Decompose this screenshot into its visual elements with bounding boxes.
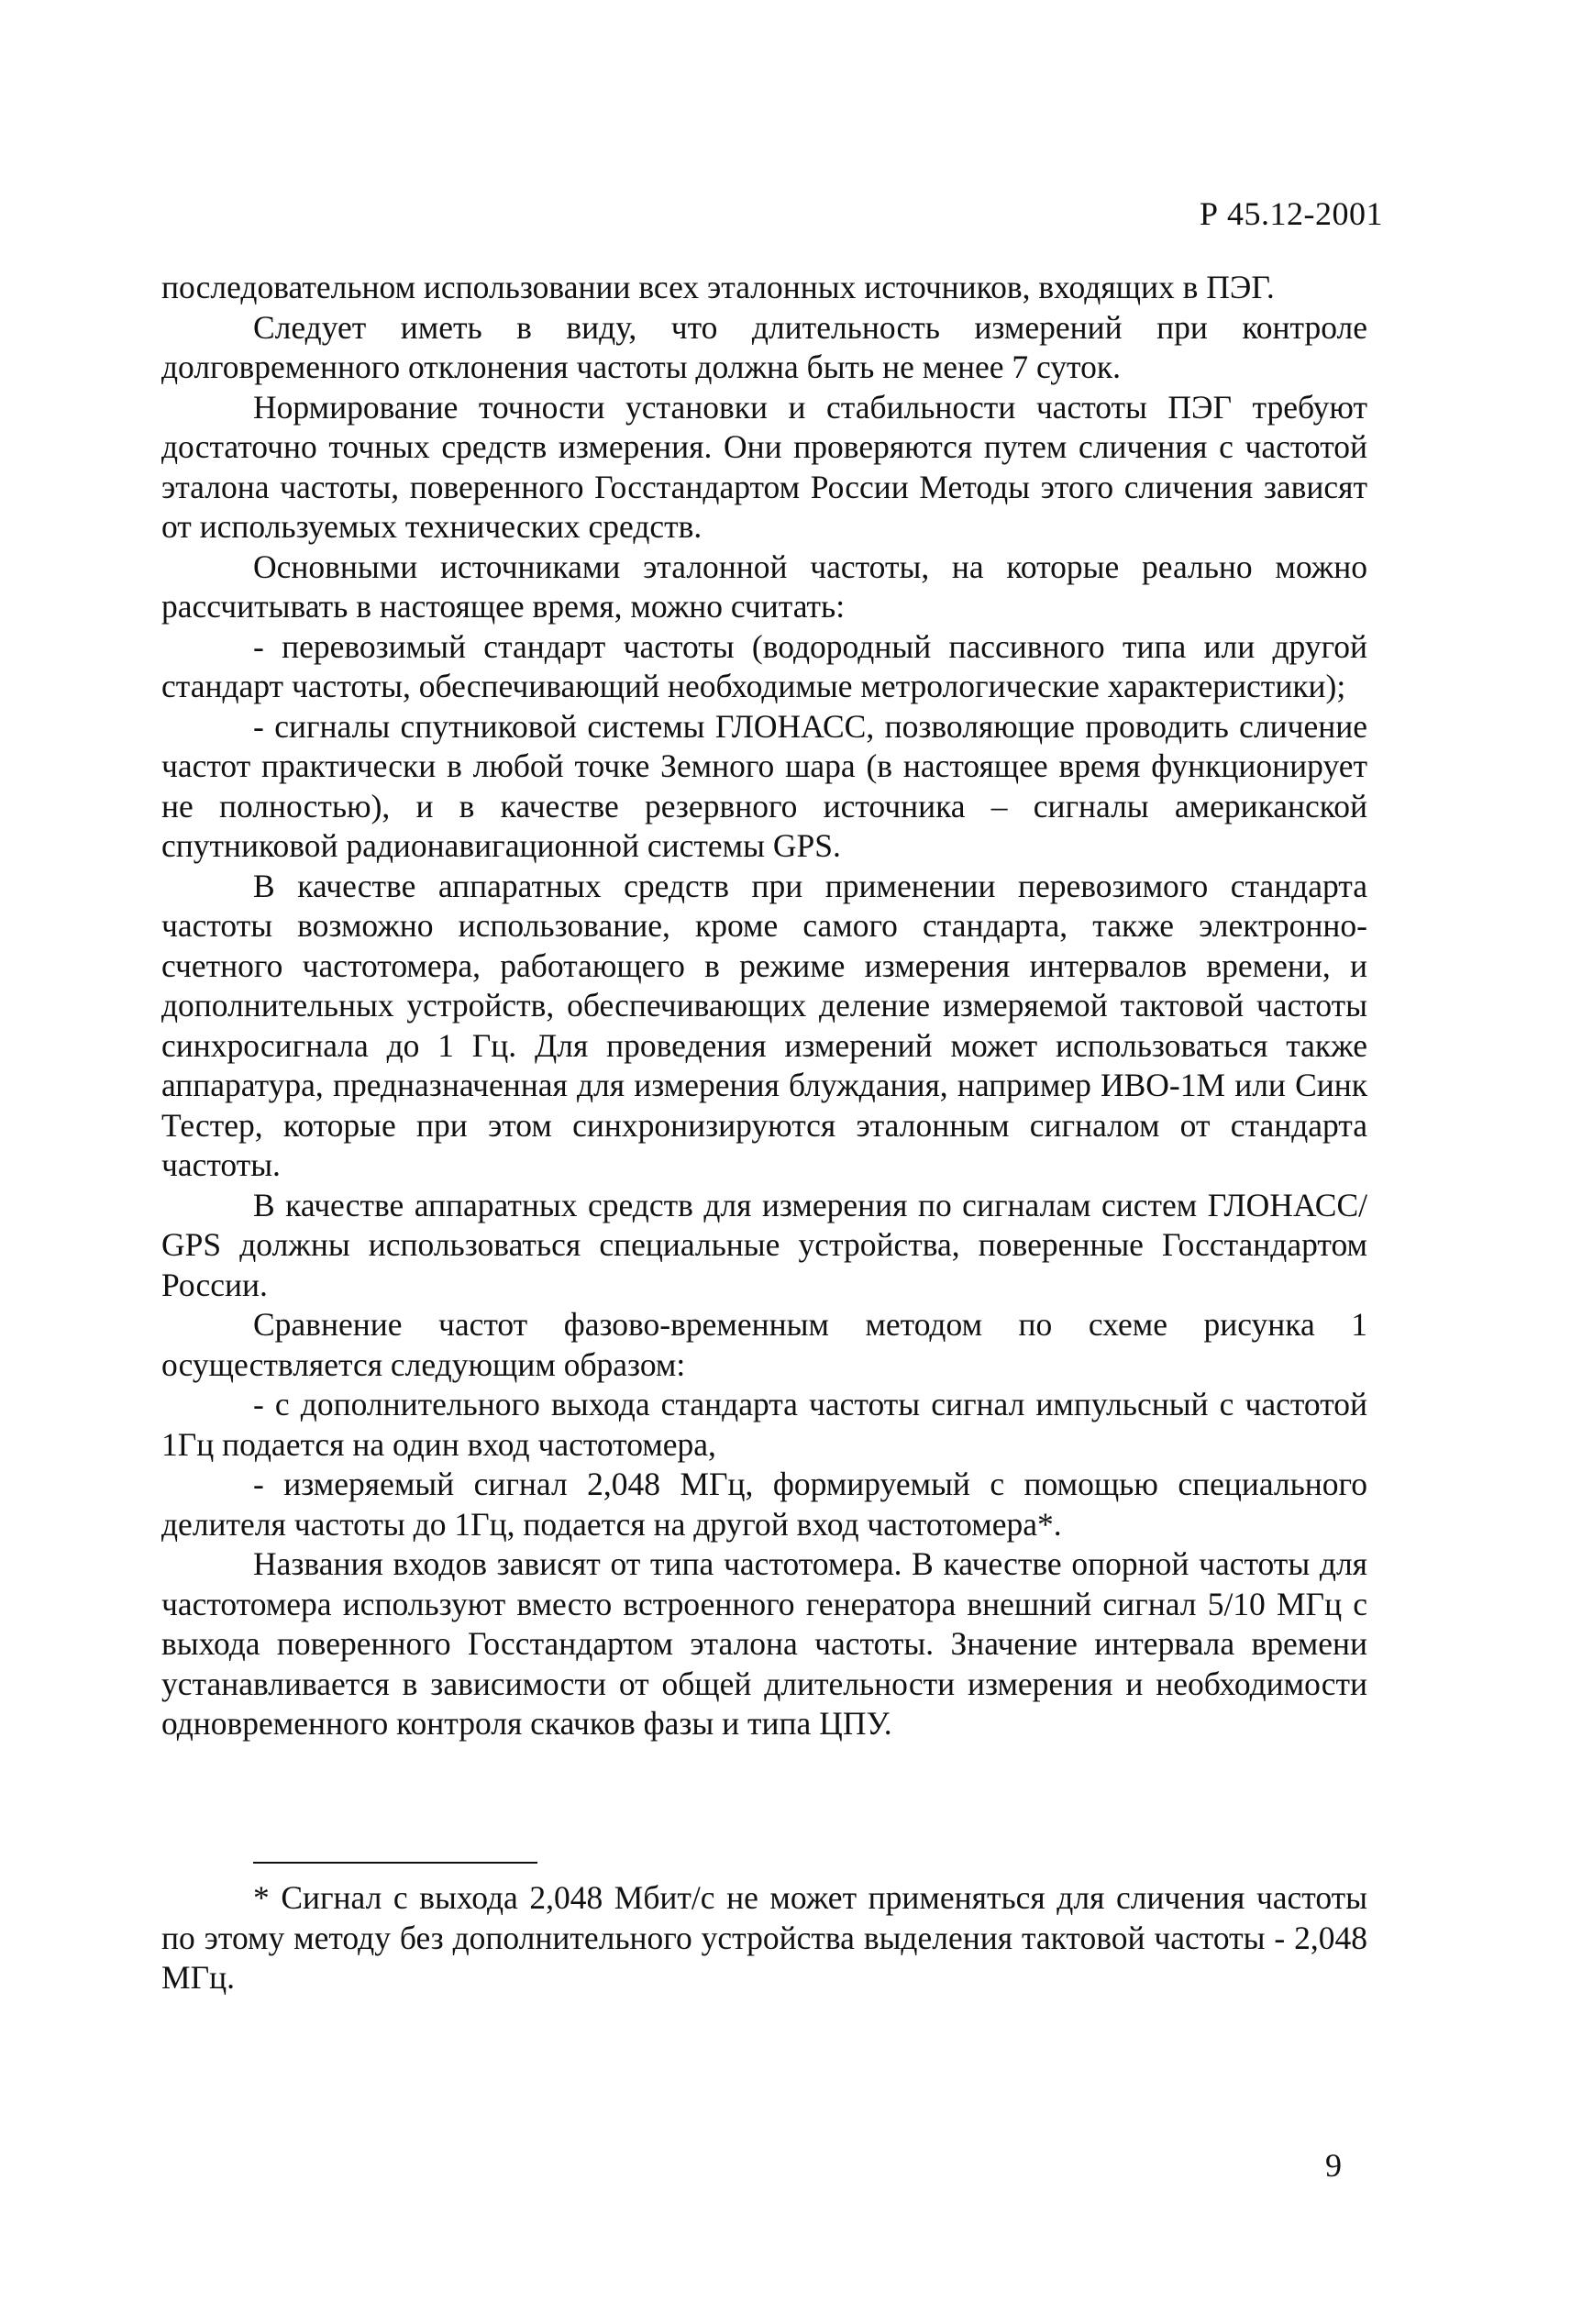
document-code: Р 45.12-2001 — [1199, 195, 1383, 232]
paragraph-accuracy-requirements: Нормирование точности установки и стабильности частоты ПЭГ требуют достаточно точных средств измерения. Они проверяются путем сличения с частотой эталона частоты, поверенного Госстандартом России Методы этого сличения зависят от используемых технических средств. — [161, 388, 1367, 545]
footnote-text: * Сигнал с выхода 2,048 Мбит/с не может применяться для сличения частоты по этому методу без дополнительного устройства выделения тактовой частоты - 2,048 МГц. — [161, 1879, 1367, 1996]
list-item-standard-output: - с дополнительного выхода стандарта частоты сигнал импульсный с частотой 1Гц подается на один вход частотомера, — [161, 1386, 1367, 1463]
list-item-glonass-signals: - сигналы спутниковой системы ГЛОНАСС, позволяющие проводить сличение частот практически в любой точке Земного шара (в настоящее время функционирует не полностью), и в качестве резервного источника – сигналы американской спутниковой радионавигационной системы GPS. — [161, 707, 1367, 864]
paragraph-input-names: Названия входов зависят от типа частотомера. В качестве опорной частоты для частотомера используют вместо встроенного генератора внешний сигнал 5/10 МГц с выхода поверенного Госстандартом эталона частоты. Значение интервала времени устанавливается в зависимости от общей длительности измерения и необходимости одновременного контроля скачков фазы и типа ЦПУ. — [161, 1545, 1367, 1742]
list-item-portable-standard: - перевозимый стандарт частоты (водородный пассивного типа или другой стандарт частоты, обеспечивающий необходимые метрологические характеристики); — [161, 627, 1367, 704]
paragraph-measurement-duration: Следует иметь в виду, что длительность измерений при контроле долговременного отклонения частоты должна быть не менее 7 суток. — [161, 308, 1367, 385]
paragraph-continuation: последовательном использовании всех эталонных источников, входящих в ПЭГ. — [161, 269, 1275, 305]
paragraph-hardware-glonass: В качестве аппаратных средств для измерения по сигналам систем ГЛОНАСС/ GPS должны использоваться специальные устройства, поверенные Госстандартом России. — [161, 1186, 1367, 1303]
paragraph-comparison-method: Сравнение частот фазово-временным методом по схеме рисунка 1 осуществляется следующим образом: — [161, 1306, 1367, 1383]
paragraph-reference-sources: Основными источниками эталонной частоты, на которые реально можно рассчитывать в настоящее время, можно считать: — [161, 548, 1367, 625]
paragraph-hardware-portable: В качестве аппаратных средств при применении перевозимого стандарта частоты возможно использование, кроме самого стандарта, также электронно-счетного частотомера, работающего в режиме измерения интервалов времени, и дополнительных устройств, обеспечивающих деление измеряемой тактовой частоты синхросигнала до 1 Гц. Для проведения измерений может использоваться также аппаратура, предназначенная для измерения блуждания, например ИВО-1М или Синк Тестер, которые при этом синхронизируются эталонным сигналом от стандарта частоты. — [161, 867, 1367, 1183]
document-body — [161, 268, 1367, 1744]
page-number: 9 — [1325, 2147, 1342, 2184]
list-item-measured-signal: - измеряемый сигнал 2,048 МГц, формируемый с помощью специального делителя частоты до 1Гц, подается на другой вход частотомера*. — [161, 1466, 1367, 1543]
footnote-divider — [253, 1862, 537, 1864]
footnote-section — [161, 1862, 1367, 1998]
